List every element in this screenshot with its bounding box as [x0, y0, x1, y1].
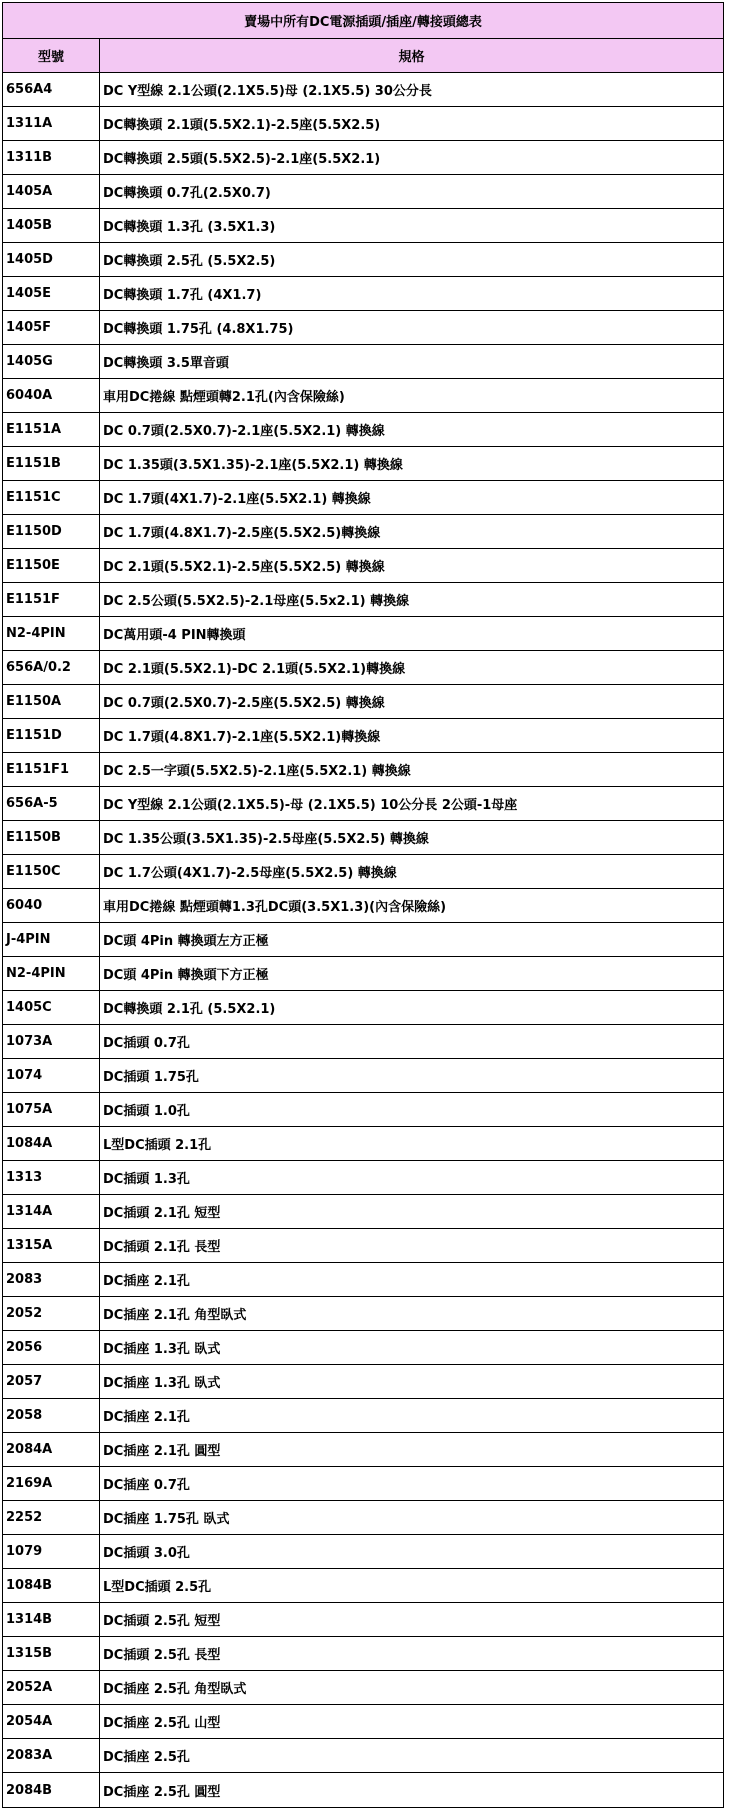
table-row — [3, 1535, 723, 1569]
cell-spec: 車用DC捲線 點煙頭轉1.3孔DC頭(3.5X1.3)(內含保險絲) — [103, 900, 447, 915]
table-row — [3, 345, 723, 379]
cell-model: 1073A — [3, 1025, 100, 1058]
table-row — [3, 821, 723, 855]
cell-model: 2083 — [3, 1263, 100, 1296]
cell-model: E1150B — [3, 821, 100, 854]
product-table — [2, 2, 724, 1808]
cell-model: 1075A — [3, 1093, 100, 1126]
cell-spec: DC 2.1頭(5.5X2.1)-DC 2.1頭(5.5X2.1)轉換線 — [103, 662, 406, 677]
table-row — [3, 1059, 723, 1093]
table-row — [3, 1739, 723, 1773]
cell-spec: DC插頭 1.0孔 — [103, 1104, 190, 1119]
cell-model: 2083A — [3, 1739, 100, 1772]
table-row — [3, 617, 723, 651]
cell-spec: DC插座 2.5孔 山型 — [103, 1716, 221, 1731]
header-spec: 規格 — [398, 50, 425, 65]
cell-model: 656A4 — [3, 73, 100, 106]
table-row — [3, 1569, 723, 1603]
cell-spec: DC轉換頭 2.1頭(5.5X2.1)-2.5座(5.5X2.5) — [103, 118, 381, 133]
cell-model: 6040 — [3, 889, 100, 922]
cell-model: E1151B — [3, 447, 100, 480]
cell-spec: DC轉換頭 2.1孔 (5.5X2.1) — [103, 1002, 276, 1017]
cell-model: 6040A — [3, 379, 100, 412]
cell-spec: DC插座 2.1孔 — [103, 1410, 190, 1425]
cell-spec: DC 1.7公頭(4X1.7)-2.5母座(5.5X2.5) 轉換線 — [103, 866, 397, 881]
table-row — [3, 753, 723, 787]
cell-spec: DC插座 1.3孔 臥式 — [103, 1376, 221, 1391]
table-row — [3, 311, 723, 345]
cell-model: 656A/0.2 — [3, 651, 100, 684]
cell-model: 1314B — [3, 1603, 100, 1636]
cell-model: E1151C — [3, 481, 100, 514]
table-row — [3, 515, 723, 549]
cell-spec: DC 0.7頭(2.5X0.7)-2.1座(5.5X2.1) 轉換線 — [103, 424, 385, 439]
cell-model: 1405C — [3, 991, 100, 1024]
table-row — [3, 1365, 723, 1399]
table-row — [3, 1161, 723, 1195]
table-row — [3, 1671, 723, 1705]
cell-model: 1084B — [3, 1569, 100, 1602]
cell-spec: DC插座 1.75孔 臥式 — [103, 1512, 230, 1527]
cell-model: E1150E — [3, 549, 100, 582]
cell-spec: DC轉換頭 1.75孔 (4.8X1.75) — [103, 322, 294, 337]
table-header-row — [3, 39, 723, 73]
cell-spec: DC插座 1.3孔 臥式 — [103, 1342, 221, 1357]
cell-model: 2052A — [3, 1671, 100, 1704]
cell-spec: DC插頭 2.5孔 短型 — [103, 1614, 221, 1629]
cell-model: E1151F1 — [3, 753, 100, 786]
table-title: 賣場中所有DC電源插頭/插座/轉接頭總表 — [3, 3, 723, 39]
cell-spec: L型DC插頭 2.5孔 — [103, 1580, 212, 1595]
cell-model: 1079 — [3, 1535, 100, 1568]
cell-model: 2057 — [3, 1365, 100, 1398]
cell-model: 1311A — [3, 107, 100, 140]
cell-model: 1405F — [3, 311, 100, 344]
table-row — [3, 481, 723, 515]
table-row — [3, 685, 723, 719]
table-row — [3, 787, 723, 821]
table-row — [3, 107, 723, 141]
cell-spec: DC轉換頭 1.3孔 (3.5X1.3) — [103, 220, 276, 235]
cell-model: 1084A — [3, 1127, 100, 1160]
cell-spec: DC插頭 3.0孔 — [103, 1546, 190, 1561]
cell-spec: L型DC插頭 2.1孔 — [103, 1138, 212, 1153]
cell-model: 1405B — [3, 209, 100, 242]
table-row — [3, 1127, 723, 1161]
cell-spec: DC Y型線 2.1公頭(2.1X5.5)-母 (2.1X5.5) 10公分長 2公頭-1母座 — [103, 798, 518, 813]
cell-spec: DC轉換頭 3.5單音頭 — [103, 356, 229, 371]
cell-spec: DC頭 4Pin 轉換頭左方正極 — [103, 934, 269, 949]
table-row — [3, 447, 723, 481]
cell-spec: DC萬用頭-4 PIN轉換頭 — [103, 628, 246, 643]
cell-model: 1315A — [3, 1229, 100, 1262]
table-row — [3, 923, 723, 957]
cell-spec: DC 1.35頭(3.5X1.35)-2.1座(5.5X2.1) 轉換線 — [103, 458, 403, 473]
table-row — [3, 1433, 723, 1467]
cell-spec: DC插座 2.1孔 圓型 — [103, 1444, 221, 1459]
cell-model: 1405G — [3, 345, 100, 378]
table-row — [3, 413, 723, 447]
cell-spec: DC 1.7頭(4X1.7)-2.1座(5.5X2.1) 轉換線 — [103, 492, 371, 507]
cell-spec: DC插座 2.5孔 圓型 — [103, 1784, 221, 1800]
table-row — [3, 1773, 723, 1807]
table-row — [3, 719, 723, 753]
cell-spec: DC轉換頭 1.7孔 (4X1.7) — [103, 288, 262, 303]
table-row — [3, 379, 723, 413]
table-row — [3, 583, 723, 617]
table-row — [3, 1093, 723, 1127]
table-row — [3, 1603, 723, 1637]
table-row — [3, 1705, 723, 1739]
cell-spec: DC 1.7頭(4.8X1.7)-2.1座(5.5X2.1)轉換線 — [103, 730, 381, 745]
table-row — [3, 957, 723, 991]
cell-model: E1151F — [3, 583, 100, 616]
cell-model: E1150A — [3, 685, 100, 718]
cell-spec: DC 1.35公頭(3.5X1.35)-2.5母座(5.5X2.5) 轉換線 — [103, 832, 429, 847]
table-row — [3, 1637, 723, 1671]
cell-model: 1314A — [3, 1195, 100, 1228]
table-row — [3, 1399, 723, 1433]
cell-model: 2084A — [3, 1433, 100, 1466]
cell-model: 2054A — [3, 1705, 100, 1738]
table-row — [3, 1297, 723, 1331]
cell-spec: DC轉換頭 2.5頭(5.5X2.5)-2.1座(5.5X2.1) — [103, 152, 381, 167]
table-row — [3, 243, 723, 277]
cell-spec: DC插頭 2.1孔 短型 — [103, 1206, 221, 1221]
cell-spec: DC插頭 0.7孔 — [103, 1036, 190, 1051]
cell-model: E1151A — [3, 413, 100, 446]
cell-model: 2252 — [3, 1501, 100, 1534]
table-row — [3, 855, 723, 889]
table-row — [3, 1331, 723, 1365]
table-row — [3, 1025, 723, 1059]
cell-model: E1150C — [3, 855, 100, 888]
cell-spec: DC 2.5一字頭(5.5X2.5)-2.1座(5.5X2.1) 轉換線 — [103, 764, 411, 779]
cell-model: 2169A — [3, 1467, 100, 1500]
cell-model: N2-4PIN — [3, 957, 100, 990]
cell-model: 1315B — [3, 1637, 100, 1670]
cell-spec: DC插座 2.5孔 — [103, 1750, 190, 1765]
cell-model: 2058 — [3, 1399, 100, 1432]
cell-model: 2056 — [3, 1331, 100, 1364]
cell-model: 1405D — [3, 243, 100, 276]
cell-spec: DC 2.1頭(5.5X2.1)-2.5座(5.5X2.5) 轉換線 — [103, 560, 385, 575]
cell-model: 1405A — [3, 175, 100, 208]
cell-model: E1151D — [3, 719, 100, 752]
cell-spec: 車用DC捲線 點煙頭轉2.1孔(內含保險絲) — [103, 390, 345, 405]
cell-spec: DC轉換頭 2.5孔 (5.5X2.5) — [103, 254, 276, 269]
cell-model: 656A-5 — [3, 787, 100, 820]
cell-model: J-4PIN — [3, 923, 100, 956]
table-row — [3, 549, 723, 583]
header-model: 型號 — [3, 39, 100, 72]
table-row — [3, 175, 723, 209]
table-row — [3, 277, 723, 311]
cell-model: 1311B — [3, 141, 100, 174]
table-row — [3, 1501, 723, 1535]
table-row — [3, 991, 723, 1025]
table-row — [3, 1229, 723, 1263]
cell-model: 1074 — [3, 1059, 100, 1092]
cell-spec: DC頭 4Pin 轉換頭下方正極 — [103, 968, 269, 983]
table-row — [3, 209, 723, 243]
table-row — [3, 1195, 723, 1229]
cell-spec: DC插座 2.5孔 角型臥式 — [103, 1682, 247, 1697]
table-row — [3, 73, 723, 107]
cell-model: 1405E — [3, 277, 100, 310]
cell-spec: DC Y型線 2.1公頭(2.1X5.5)母 (2.1X5.5) 30公分長 — [103, 84, 432, 99]
cell-spec: DC插頭 1.75孔 — [103, 1070, 199, 1085]
cell-spec: DC插座 0.7孔 — [103, 1478, 190, 1493]
cell-spec: DC插座 2.1孔 角型臥式 — [103, 1308, 247, 1323]
cell-spec: DC插座 2.1孔 — [103, 1274, 190, 1289]
table-row — [3, 889, 723, 923]
cell-spec: DC轉換頭 0.7孔(2.5X0.7) — [103, 186, 271, 201]
cell-model: 1313 — [3, 1161, 100, 1194]
cell-spec: DC 0.7頭(2.5X0.7)-2.5座(5.5X2.5) 轉換線 — [103, 696, 385, 711]
cell-spec: DC插頭 2.5孔 長型 — [103, 1648, 221, 1663]
cell-model: 2052 — [3, 1297, 100, 1330]
table-row — [3, 651, 723, 685]
cell-spec: DC插頭 2.1孔 長型 — [103, 1240, 221, 1255]
cell-spec: DC插頭 1.3孔 — [103, 1172, 190, 1187]
cell-model: E1150D — [3, 515, 100, 548]
table-row — [3, 1467, 723, 1501]
cell-spec: DC 2.5公頭(5.5X2.5)-2.1母座(5.5x2.1) 轉換線 — [103, 594, 410, 609]
table-row — [3, 141, 723, 175]
cell-model: 2084B — [3, 1773, 100, 1807]
cell-model: N2-4PIN — [3, 617, 100, 650]
cell-spec: DC 1.7頭(4.8X1.7)-2.5座(5.5X2.5)轉換線 — [103, 526, 381, 541]
table-body — [3, 73, 723, 1807]
table-row — [3, 1263, 723, 1297]
